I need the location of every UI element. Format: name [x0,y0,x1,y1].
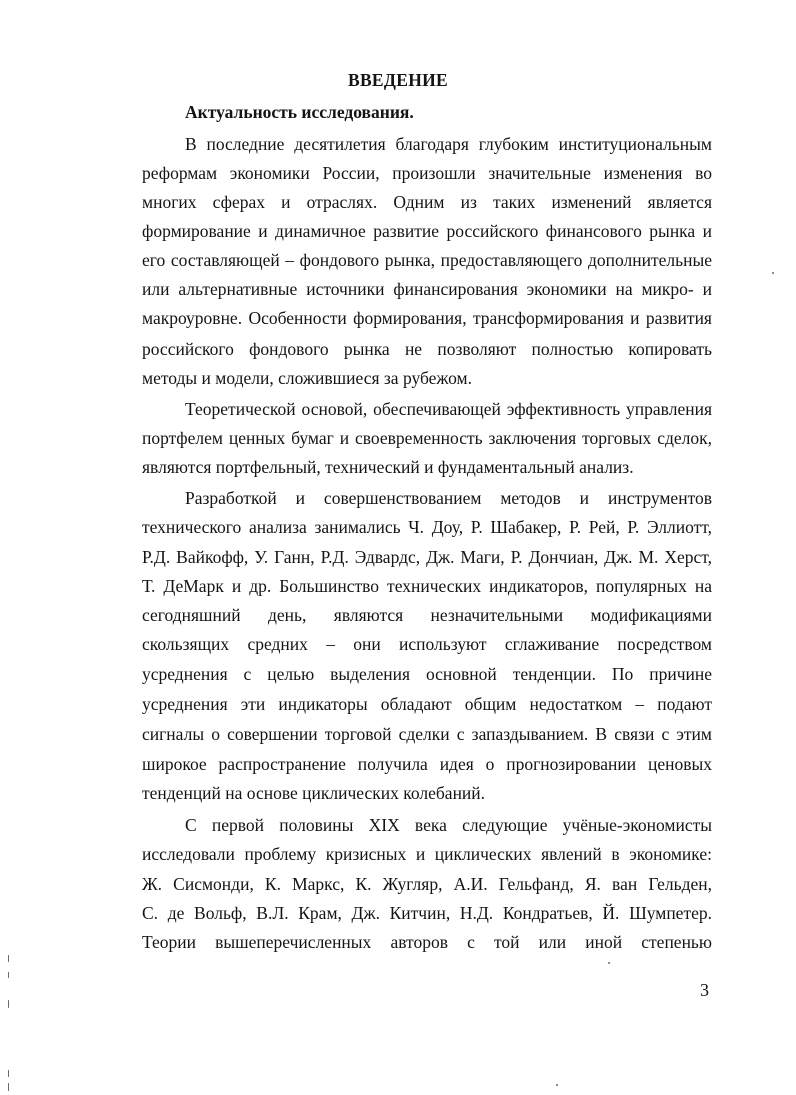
text-line: или альтернативные источники финансирования экономики на микро- и [142,279,712,299]
text-line: многих сферах и отраслях. Одним из таких изменений является [142,192,712,212]
section-heading: Актуальность исследования. [185,102,414,122]
text-line: его составляющей – фондового рынка, предоставляющего дополнительные [142,250,712,270]
page-title: ВВЕДЕНИЕ [347,70,449,90]
scan-speck [772,272,774,274]
text-line: формирование и динамичное развитие российского финансового рынка и [142,221,712,241]
text-line: Разработкой и совершенствованием методов и инструментов [185,488,712,508]
text-line: усреднения с целью выделения основной тенденции. По причине [142,664,712,684]
text-line: усреднения эти индикаторы обладают общим недостатком – подают [142,694,712,714]
scan-speck [8,1083,9,1091]
text-line: Ж. Сисмонди, К. Маркс, К. Жугляр, А.И. Гельфанд, Я. ван Гельден, [142,874,712,894]
text-line: являются портфельный, технический и фундаментальный анализ. [142,457,634,477]
text-line: сегодняшний день, являются незначительными модификациями [142,605,712,625]
text-line: Р.Д. Вайкофф, У. Ганн, Р.Д. Эдвардс, Дж. Маги, Р. Дончиан, Дж. М. Херст, [142,547,712,567]
scan-speck [608,962,610,964]
text-line: скользящих средних – они используют сглаживание посредством [142,634,712,654]
scan-speck [8,955,9,962]
text-line: Т. ДеМарк и др. Большинство технических индикаторов, популярных на [142,576,712,596]
text-line: В последние десятилетия благодаря глубоким институциональным [185,134,712,154]
scan-speck [8,1000,9,1008]
text-line: сигналы о совершении торговой сделки с запаздыванием. В связи с этим [142,724,712,744]
scan-speck [8,1070,9,1077]
scan-speck [8,972,9,978]
page-number: 3 [700,980,709,1000]
text-line: С. де Вольф, В.Л. Крам, Дж. Китчин, Н.Д. Кондратьев, Й. Шумпетер. [142,903,712,923]
scan-speck [556,1084,558,1086]
text-line: методы и модели, сложившиеся за рубежом. [142,368,472,388]
text-line: портфелем ценных бумаг и своевременность заключения торговых сделок, [142,428,712,448]
text-line: макроуровне. Особенности формирования, трансформирования и развития [142,308,712,328]
text-line: российского фондового рынка не позволяют полностью копировать [142,339,712,359]
text-line: реформам экономики России, произошли значительные изменения во [142,163,712,183]
text-line: С первой половины XIX века следующие учёные-экономисты [185,815,712,835]
text-line: технического анализа занимались Ч. Доу, Р. Шабакер, Р. Рей, Р. Эллиотт, [142,517,712,537]
text-line: Теоретической основой, обеспечивающей эффективность управления [185,399,712,419]
text-line: Теории вышеперечисленных авторов с той или иной степенью [142,932,712,952]
text-line: исследовали проблему кризисных и циклических явлений в экономике: [142,844,712,864]
text-line: широкое распространение получила идея о прогнозировании ценовых [142,754,712,774]
text-line: тенденций на основе циклических колебаний. [142,783,486,803]
